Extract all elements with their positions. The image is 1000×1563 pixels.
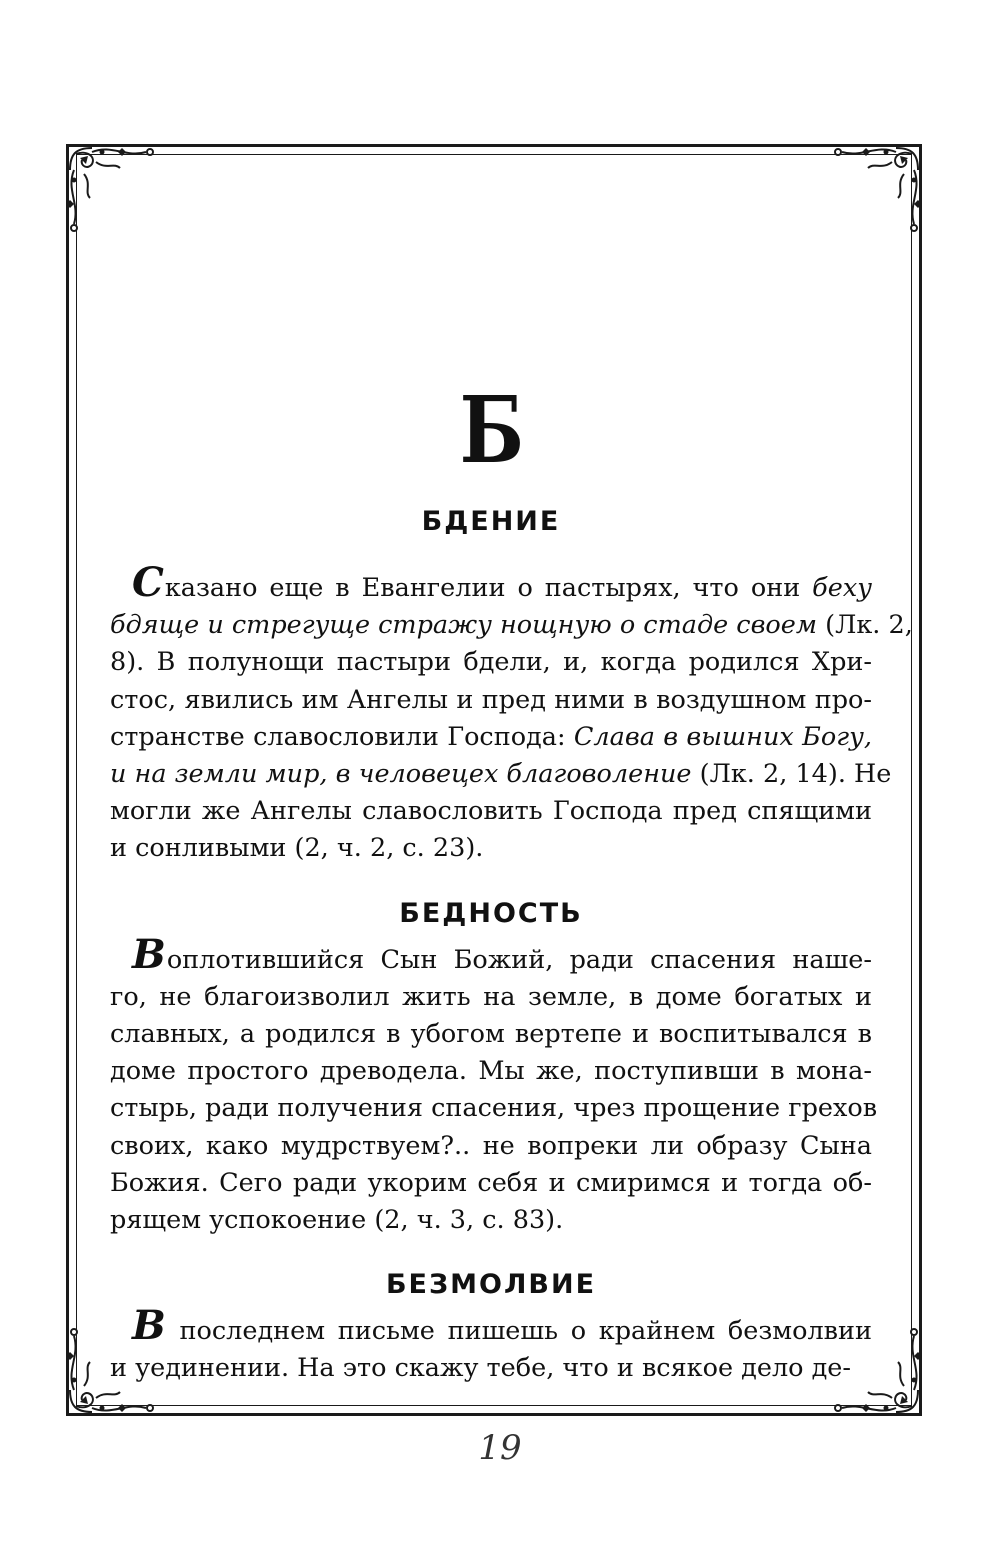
body-text: странстве славословили Господа: [110,721,574,752]
entry-heading-bednost: БЕДНОСТЬ [399,897,583,929]
text-line [110,719,872,756]
body-text: доме простого древодела. Мы же, поступивши в мона- [110,1056,872,1087]
body-text: и уединении. На это скажу тебе, что и всякое дело де- [110,1353,852,1384]
text-line [110,644,872,681]
body-text: 8). В полунощи пастыри бдели, и, когда родился Хри- [110,647,872,678]
body-text: могли же Ангелы славословить Господа пред спящими [110,796,872,827]
quote-text: и на земли мир, в человецех благоволение [110,759,692,790]
body-text: Божия. Сего ради укорим себя и смиримся и тогда об- [110,1167,872,1198]
body-text: стырь, ради получения спасения, чрез прощение грехов [110,1093,878,1124]
quote-text: бдяще и стрегуще стражу нощную о стаде своем [110,610,818,641]
corner-ornament-top-right [816,140,926,250]
quote-text: Слава в вышних Богу, [573,721,872,752]
text-line [110,607,913,644]
body-text: последнем письме пишешь о крайнем безмолвии [166,1316,872,1347]
body-text: своих, како мудрствуем?.. не вопреки ли образу Сына [110,1130,872,1161]
entry-text-bezmolvie [110,1302,872,1387]
page-content [110,376,913,1388]
entry-heading-bdenie: БДЕНИЕ [421,506,561,537]
text-line [110,559,872,607]
body-text: оплотившийся Сын Божий, ради спасения наше- [166,944,872,975]
entry-heading-bezmolvie: БЕЗМОЛВИЕ [385,1269,597,1301]
body-text: (Лк. 2, [817,610,913,641]
text-line [110,979,872,1016]
corner-ornament-graphic [816,140,926,250]
entry-text-bednost [110,930,878,1240]
drop-cap: С [132,559,164,606]
text-line [110,1090,878,1127]
text-line [110,930,872,979]
text-line [110,1202,872,1239]
body-text: славных, а родился в убогом вертепе и воспитывался в [110,1019,872,1050]
text-line [110,682,872,719]
section-letter: Б [459,376,523,484]
body-text: и сонливыми (2, ч. 2, с. 23). [110,833,484,864]
drop-cap: В [132,930,166,978]
text-line [110,1302,872,1350]
text-line [110,1016,872,1053]
body-text: казано еще в Евангелии о пастырях, что они [164,573,813,603]
body-text: стос, явились им Ангелы и пред ними в воздушном про- [110,684,872,715]
text-line [110,756,892,793]
text-line [110,1128,872,1165]
quote-text: беху [812,573,872,603]
body-text: (Лк. 2, 14). Не [691,759,892,790]
drop-cap: В [132,1302,166,1350]
corner-ornament-graphic [62,140,172,250]
entry-text-bdenie [110,559,913,868]
body-text: го, не благоизволил жить на земле, в доме богатых и [110,981,872,1012]
text-line [110,1165,872,1202]
text-line [110,830,872,867]
page-number: 19 [478,1428,522,1468]
corner-ornament-top-left [62,140,172,250]
text-line [110,1350,872,1387]
body-text: рящем успокоение (2, ч. 3, с. 83). [110,1205,564,1236]
text-line [110,793,872,830]
text-line [110,1053,872,1090]
